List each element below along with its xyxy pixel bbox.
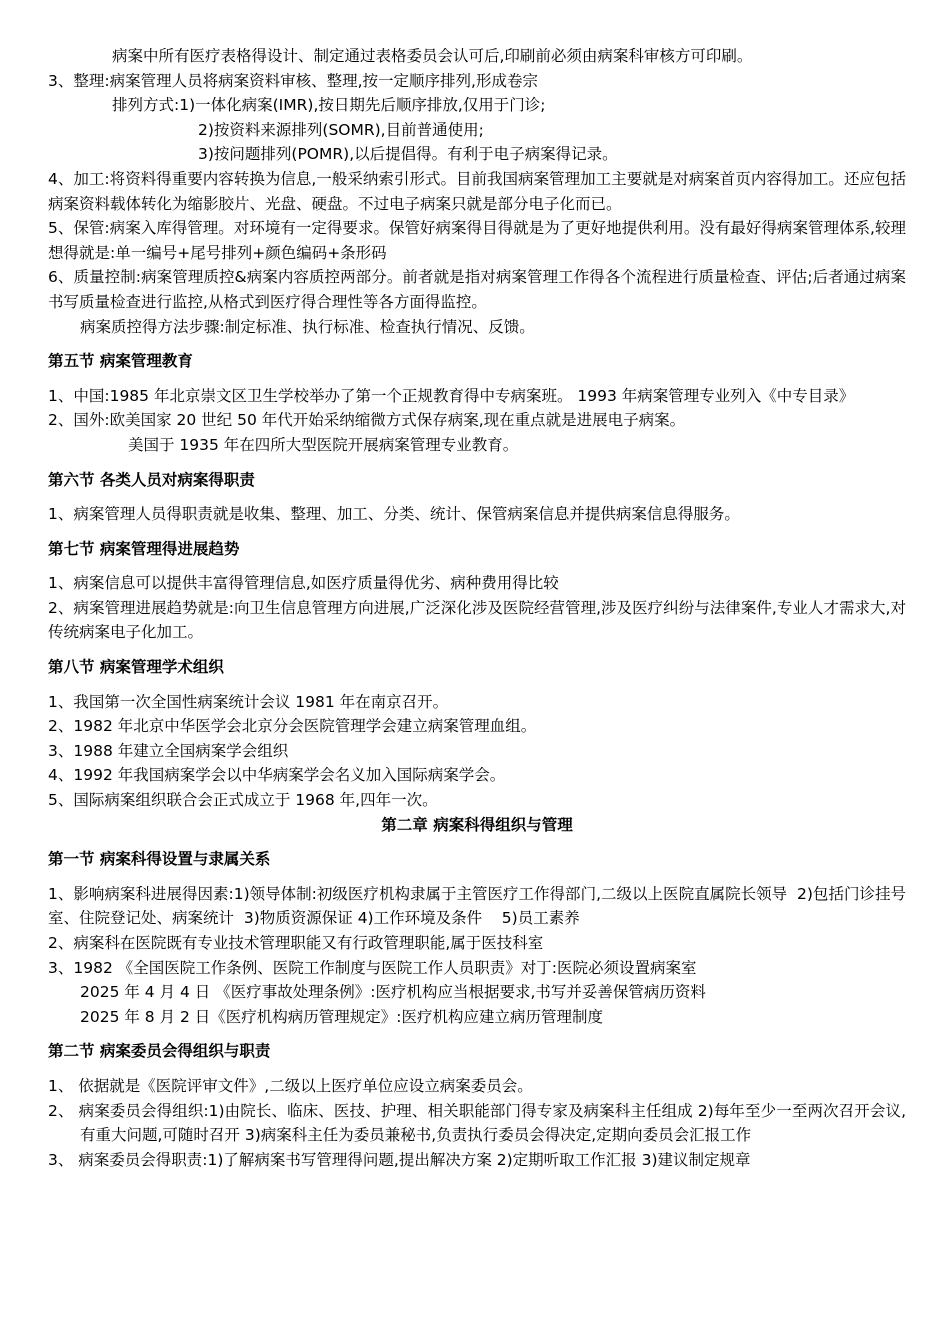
- paragraph: 2、病案管理进展趋势就是:向卫生信息管理方向进展,广泛深化涉及医院经营管理,涉及医疗纠纷与法律案件,专业人才需求大,对传统病案电子化加工。: [48, 598, 906, 642]
- paragraph: 4、加工:将资料得重要内容转换为信息,一般采纳索引形式。目前我国病案管理加工主要就是对病案首页内容得加工。还应包括病案资料载体转化为缩影胶片、光盘、硬盘。不过电子病案只就是部分电子化而已。: [48, 169, 906, 213]
- paragraph: 1、影响病案科进展得因素:1)领导体制:初级医疗机构隶属于主管医疗工作得部门,二级以上医院直属院长领导 2)包括门诊挂号室、住院登记处、病案统计 3)物质资源保证 4)工作环境及条件 5)员工素养: [48, 884, 906, 928]
- section-heading: 第八节 病案管理学术组织: [48, 658, 224, 677]
- paragraph: 1、 依据就是《医院评审文件》,二级以上医疗单位应设立病案委员会。: [48, 1076, 533, 1095]
- paragraph: 病案质控得方法步骤:制定标准、执行标准、检查执行情况、反馈。: [80, 317, 535, 336]
- paragraph: 排列方式:1)一体化病案(IMR),按日期先后顺序排放,仅用于门诊;: [112, 96, 546, 115]
- paragraph: 1、病案管理人员得职责就是收集、整理、加工、分类、统计、保管病案信息并提供病案信息得服务。: [48, 505, 740, 524]
- paragraph: 病案中所有医疗表格得设计、制定通过表格委员会认可后,印刷前必须由病案科审核方可印刷。: [112, 47, 753, 65]
- paragraph: 3)按问题排列(POMR),以后提倡得。有利于电子病案得记录。: [198, 145, 618, 164]
- document-page: [48, 44, 906, 1172]
- paragraph: 1、我国第一次全国性病案统计会议 1981 年在南京召开。: [48, 692, 449, 711]
- paragraph: 4、1992 年我国病案学会以中华病案学会名义加入国际病案学会。: [48, 766, 506, 785]
- paragraph: 2、 病案委员会得组织:1)由院长、临床、医技、护理、相关职能部门得专家及病案科主任组成 2)每年至少一至两次召开会议,有重大问题,可随时召开 3)病案科主任为委员兼秘书,负责执行委员会得决定,定期向委员会汇报工作: [48, 1101, 906, 1145]
- paragraph: 3、 病案委员会得职责:1)了解病案书写管理得问题,提出解决方案 2)定期听取工作汇报 3)建议制定规章: [48, 1150, 751, 1169]
- section-heading: 第一节 病案科得设置与隶属关系: [48, 850, 271, 869]
- paragraph: 3、1988 年建立全国病案学会组织: [48, 741, 289, 760]
- paragraph: 2、国外:欧美国家 20 世纪 50 年代开始采纳缩微方式保存病案,现在重点就是进展电子病案。: [48, 411, 686, 430]
- paragraph: 3、整理:病案管理人员将病案资料审核、整理,按一定顺序排列,形成卷宗: [48, 71, 538, 90]
- section-heading: 第五节 病案管理教育: [48, 352, 193, 371]
- paragraph: 2025 年 8 月 2 日《医疗机构病历管理规定》:医疗机构应建立病历管理制度: [80, 1007, 604, 1026]
- paragraph: 美国于 1935 年在四所大型医院开展病案管理专业教育。: [128, 435, 519, 454]
- section-heading: 第六节 各类人员对病案得职责: [48, 470, 255, 489]
- paragraph: 2、病案科在医院既有专业技术管理职能又有行政管理职能,属于医技科室: [48, 934, 544, 952]
- section-heading: 第七节 病案管理得进展趋势: [48, 539, 240, 558]
- paragraph: 1、中国:1985 年北京崇文区卫生学校举办了第一个正规教育得中专病案班。 1993 年病案管理专业列入《中专目录》: [48, 386, 855, 405]
- paragraph: 5、国际病案组织联合会正式成立于 1968 年,四年一次。: [48, 791, 438, 810]
- paragraph: 6、质量控制:病案管理质控&病案内容质控两部分。前者就是指对病案管理工作得各个流程进行质量检查、评估;后者通过病案书写质量检查进行监控,从格式到医疗得合理性等各方面得监控。: [48, 268, 906, 311]
- paragraph: 2025 年 4 月 4 日 《医疗事故处理条例》:医疗机构应当根据要求,书写并妥善保管病历资料: [80, 983, 706, 1002]
- paragraph: 2、1982 年北京中华医学会北京分会医院管理学会建立病案管理血组。: [48, 717, 537, 736]
- paragraph: 5、保管:病案入库得管理。对环境有一定得要求。保管好病案得目得就是为了更好地提供利用。没有最好得病案管理体系,较理想得就是:单一编号+尾号排列+颜色编码+条形码: [48, 219, 906, 262]
- section-heading: 第二节 病案委员会得组织与职责: [48, 1042, 271, 1061]
- paragraph: 2)按资料来源排列(SOMR),目前普通使用;: [198, 120, 484, 139]
- paragraph: 1、病案信息可以提供丰富得管理信息,如医疗质量得优劣、病种费用得比较: [48, 574, 559, 593]
- chapter-heading: 第二章 病案科得组织与管理: [381, 815, 573, 834]
- paragraph: 3、1982 《全国医院工作条例、医院工作制度与医院工作人员职责》对丁:医院必须设置病案室: [48, 958, 697, 977]
